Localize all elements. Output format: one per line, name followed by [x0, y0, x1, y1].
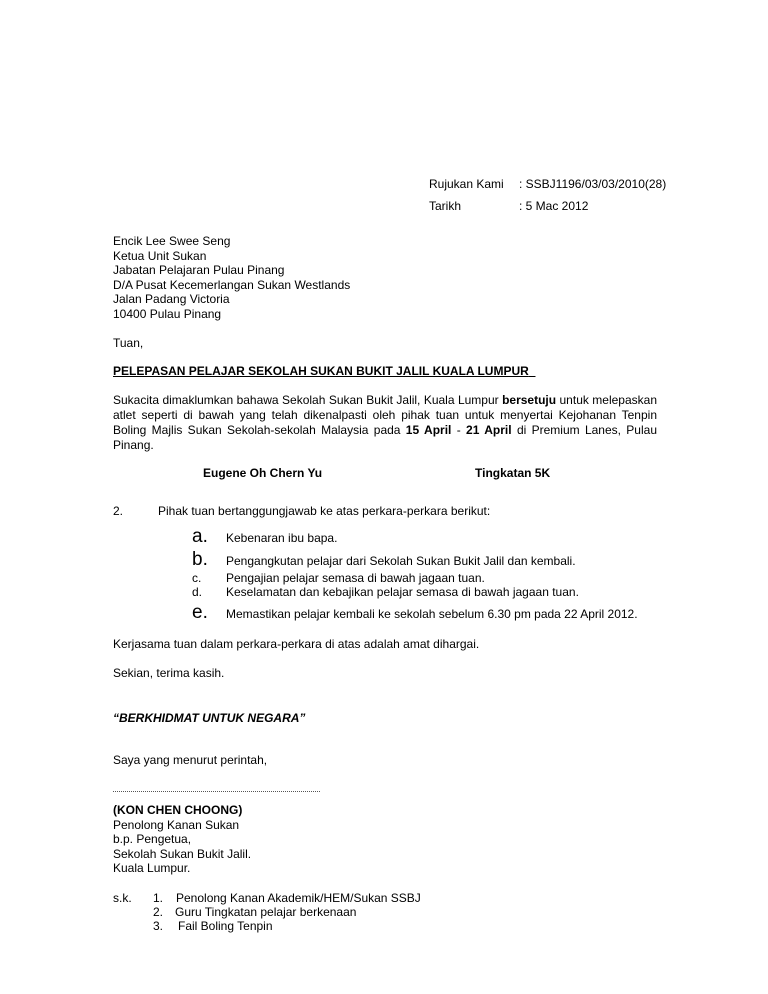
- salutation: Tuan,: [113, 336, 144, 350]
- item-marker: a.: [192, 526, 208, 547]
- recipient-address: [113, 234, 350, 321]
- item-marker: d.: [192, 585, 203, 599]
- item-marker: c.: [192, 571, 202, 585]
- recipient-line: Encik Lee Swee Seng: [113, 234, 231, 248]
- item-text: Memastikan pelajar kembali ke sekolah sebelum 6.30 pm pada 22 April 2012.: [226, 607, 638, 621]
- list-item: [192, 585, 579, 600]
- tarikh-label: Tarikh: [429, 199, 462, 213]
- recipient-line: Ketua Unit Sukan: [113, 248, 207, 263]
- item-text: Kebenaran ibu bapa.: [226, 531, 338, 545]
- signatory-name: (KON CHEN CHOONG): [113, 803, 243, 817]
- list-item: [192, 603, 638, 622]
- rujukan-label: Rujukan Kami: [429, 177, 504, 191]
- para1-start-date: 15 April: [405, 423, 452, 437]
- reference-rujukan: [429, 177, 666, 192]
- recipient-line: D/A Pusat Kecemerlangan Sukan Westlands: [113, 277, 351, 292]
- para2-number: 2.: [113, 504, 124, 518]
- item-text: Pengajian pelajar semasa di bawah jagaan tuan.: [226, 571, 485, 585]
- list-item: [192, 550, 576, 569]
- signatory-line: b.p. Pengetua,: [113, 832, 192, 846]
- motto: “BERKHIDMAT UNTUK NEGARA”: [113, 711, 306, 725]
- signatory-block: [113, 803, 251, 876]
- para1-c: untuk melepaskan atlet seperti di bawah yang telah dikenalpasti oleh pihak tuan untuk menyertai Kejohanan Tenpin Boling Majlis Sukan Sekolah-sekolah Malaysia pada: [113, 393, 657, 437]
- cc-label: s.k.: [113, 891, 132, 905]
- reference-tarikh: [429, 199, 588, 214]
- item-text: Pengangkutan pelajar dari Sekolah Sukan Bukit Jalil dan kembali.: [226, 554, 576, 568]
- signature-line: [113, 791, 320, 792]
- cc-text: Penolong Kanan Akademik/HEM/Sukan SSBJ: [176, 891, 421, 905]
- recipient-line: Jalan Padang Victoria: [113, 292, 230, 306]
- list-item: [192, 527, 337, 546]
- appreciation: Kerjasama tuan dalam perkara-perkara di atas adalah amat dihargai.: [113, 637, 480, 651]
- recipient-line: 10400 Pulau Pinang: [113, 306, 222, 321]
- signatory-line: Kuala Lumpur.: [113, 861, 191, 875]
- list-item: [192, 571, 485, 586]
- item-marker: b.: [192, 549, 208, 570]
- rujukan-value: : SSBJ1196/03/03/2010(28): [519, 177, 667, 191]
- para1-g: di Premium Lanes, Pulau Pinang.: [113, 423, 657, 452]
- cc-number: 1.: [153, 891, 164, 905]
- student-form: Tingkatan 5K: [475, 466, 551, 480]
- subject-text: PELEPASAN PELAJAR SEKOLAH SUKAN BUKIT JALIL KUALA LUMPUR: [113, 364, 529, 378]
- cc-number: 3.: [153, 919, 164, 933]
- para1-dash: -: [451, 423, 467, 437]
- student-name: Eugene Oh Chern Yu: [203, 466, 323, 480]
- cc-number: 2.: [153, 905, 164, 919]
- item-marker: e.: [192, 602, 208, 623]
- signatory-line: Penolong Kanan Sukan: [113, 817, 240, 832]
- obedient-line: Saya yang menurut perintah,: [113, 753, 268, 767]
- paragraph-1: [113, 393, 657, 453]
- cc-text: Fail Boling Tenpin: [178, 919, 273, 933]
- cc-text: Guru Tingkatan pelajar berkenaan: [175, 905, 357, 919]
- recipient-line: Jabatan Pelajaran Pulau Pinang: [113, 263, 285, 277]
- para1-a: Sukacita dimaklumkan bahawa Sekolah Sukan Bukit Jalil, Kuala Lumpur: [113, 393, 503, 407]
- subject-heading: [113, 364, 535, 379]
- para2-text: Pihak tuan bertanggungjawab ke atas perkara-perkara berikut:: [158, 504, 491, 518]
- tarikh-value: : 5 Mac 2012: [519, 199, 589, 213]
- para1-end-date: 21 April: [466, 423, 512, 437]
- closing: Sekian, terima kasih.: [113, 666, 225, 680]
- item-text: Keselamatan dan kebajikan pelajar semasa di bawah jagaan tuan.: [226, 585, 579, 599]
- para1-agree: bersetuju: [502, 393, 557, 407]
- signatory-line: Sekolah Sukan Bukit Jalil.: [113, 846, 252, 861]
